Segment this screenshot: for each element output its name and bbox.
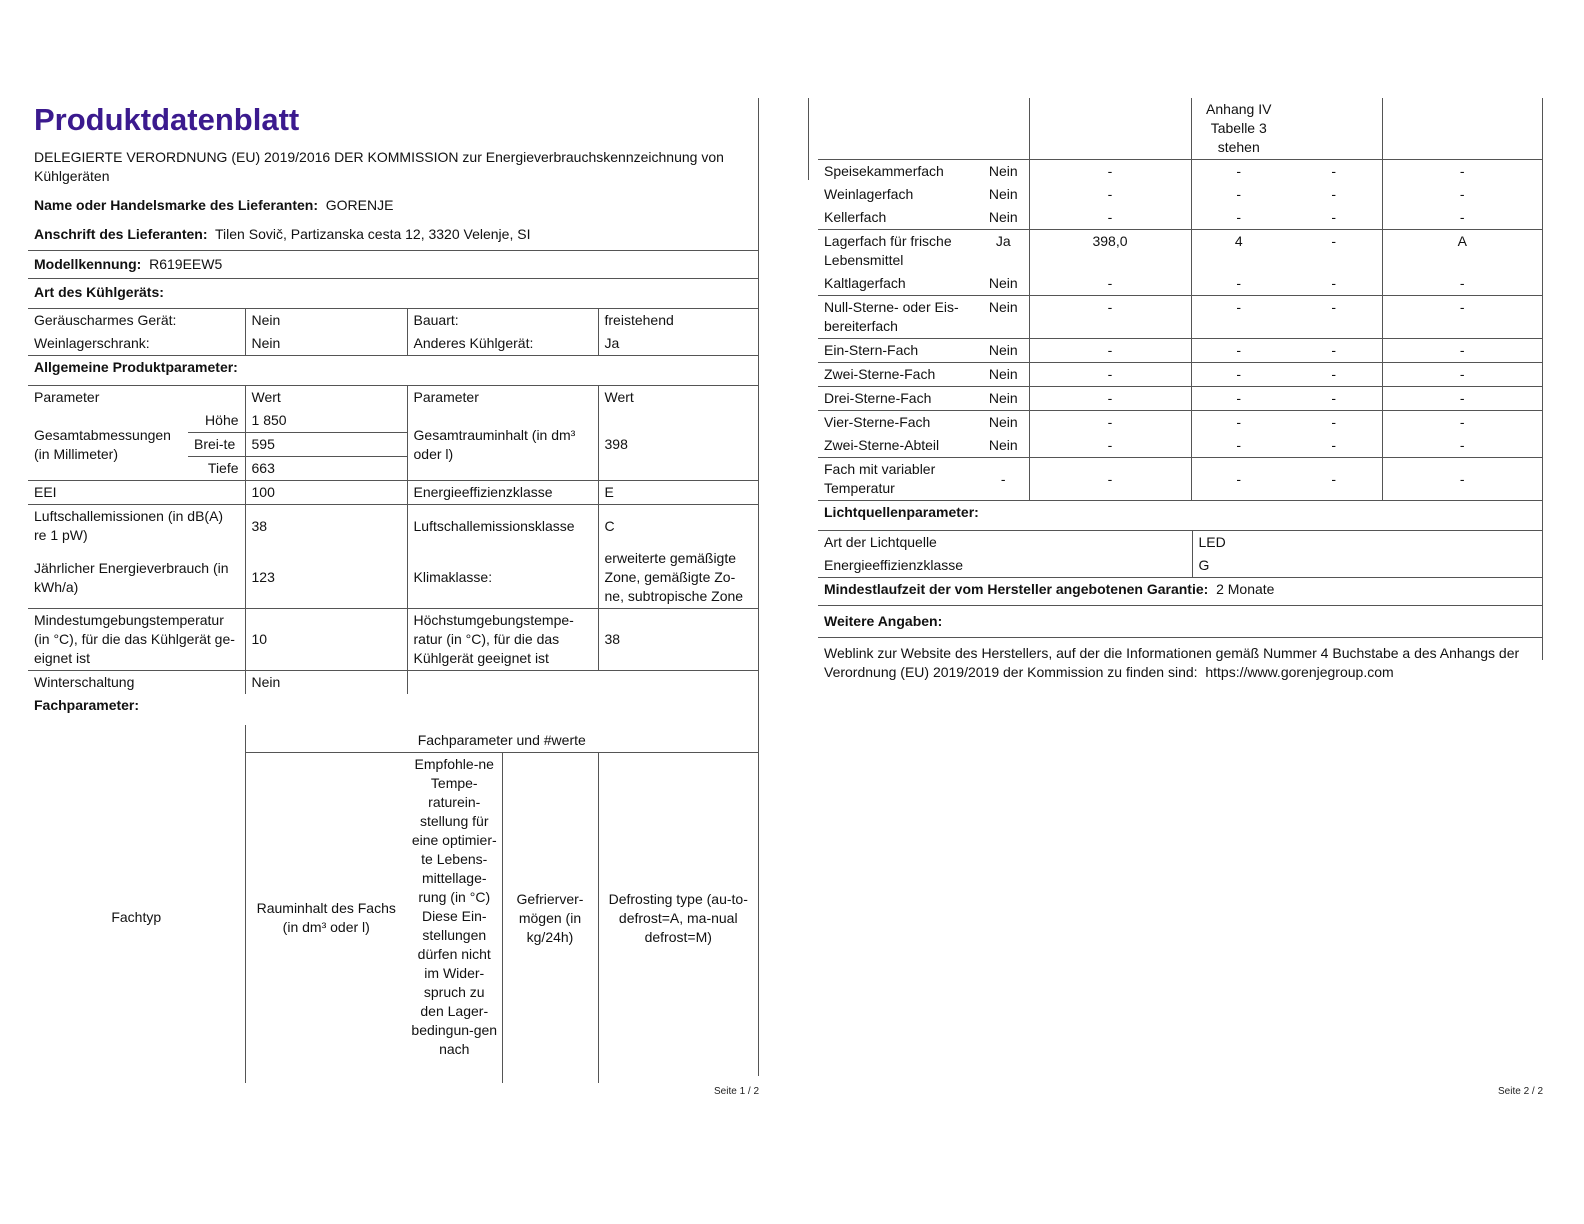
comp-name: Null-Sterne- oder Eis-bereiterfach: [824, 299, 959, 334]
table-row: [818, 230, 1542, 273]
comp-volume: -: [1029, 363, 1191, 387]
param-value: 123: [245, 547, 407, 609]
supplier-value: GORENJE: [325, 197, 394, 213]
light-class-label: Energieeffizienzklasse: [824, 557, 964, 573]
comp-temp: -: [1191, 411, 1286, 435]
type-label: Weinlagerschrank:: [34, 335, 150, 351]
comp-defrost: -: [1382, 363, 1542, 387]
param-header: Parameter: [34, 389, 100, 405]
param-value: erweiterte gemäßigte Zone, gemäßigte Zo-ne, subtropische Zone: [598, 547, 758, 609]
further-heading: Weitere Angaben:: [818, 605, 1542, 637]
general-params-table: [28, 385, 758, 694]
empty-cell: [1286, 98, 1382, 160]
table-row: [818, 339, 1542, 363]
empty-cell: [1029, 98, 1191, 160]
page2-right-border: [1542, 98, 1543, 660]
comp-present: Nein: [988, 437, 1018, 453]
table-row: [818, 554, 1542, 577]
comp-present: Nein: [988, 414, 1018, 430]
comp-freeze: -: [1331, 299, 1337, 315]
comp-defrost: -: [1382, 411, 1542, 435]
table-row: [818, 434, 1542, 458]
comp-volume: -: [1029, 296, 1191, 339]
type-value: freistehend: [598, 309, 758, 333]
comp-freeze: -: [1331, 233, 1337, 249]
comp-present: Nein: [988, 275, 1018, 291]
comp-volume: -: [1029, 272, 1191, 296]
empty-cell: [598, 671, 758, 695]
comp-group-header: Fachparameter und #werte: [245, 725, 758, 753]
comp-present: Nein: [988, 163, 1018, 179]
depth-value: 663: [245, 457, 407, 481]
comp-temp: -: [1191, 272, 1286, 296]
param-label: EEI: [34, 484, 57, 500]
empty-cell: [978, 98, 1029, 160]
comp-freeze: -: [1331, 470, 1337, 487]
comp-temp: -: [1191, 434, 1286, 458]
comp-freeze: -: [1331, 275, 1337, 291]
param-value: C: [598, 505, 758, 548]
comp-temp: 4: [1191, 230, 1286, 273]
table-row: [28, 753, 758, 1084]
table-row: [28, 332, 758, 355]
param-header: Parameter: [407, 386, 598, 410]
light-heading: Lichtquellenparameter:: [818, 500, 1542, 530]
comp-name: Zwei-Sterne-Abteil: [824, 437, 940, 453]
comp-volume: -: [1029, 160, 1191, 184]
comp-defrost: -: [1382, 160, 1542, 184]
address-line: [28, 217, 758, 250]
comp-volume: -: [1029, 458, 1191, 501]
comp-temp: -: [1191, 183, 1286, 206]
comp-freeze: -: [1331, 414, 1337, 430]
param-label: Luftschallemissionen (in dB(A) re 1 pW): [34, 508, 224, 543]
comp-freeze: -: [1331, 342, 1337, 358]
table-row: [28, 481, 758, 505]
comp-present: Nein: [988, 186, 1018, 202]
comp-volume: -: [1029, 206, 1191, 230]
comp-col-volume: Rauminhalt des Fachs (in dm³ oder l): [245, 753, 407, 1084]
comp-volume: -: [1029, 339, 1191, 363]
comp-present: Nein: [988, 390, 1018, 406]
type-heading: Art des Kühlgeräts:: [28, 278, 758, 308]
comp-present: Nein: [988, 209, 1018, 225]
type-value: Nein: [245, 332, 407, 355]
comp-volume: -: [1029, 411, 1191, 435]
comp-freeze: -: [1331, 209, 1337, 225]
page-footer: Seite 1 / 2: [714, 1086, 760, 1097]
compartment-header-table: [28, 725, 758, 1083]
page1-right-border: [758, 98, 759, 1076]
comp-volume: -: [1029, 183, 1191, 206]
page-footer: Seite 2 / 2: [1498, 1086, 1544, 1097]
type-label: Geräuscharmes Gerät:: [34, 312, 177, 328]
comp-freeze: -: [1331, 437, 1337, 453]
param-value: 38: [245, 505, 407, 548]
depth-label: Tiefe: [207, 460, 239, 476]
comp-temp: -: [1191, 296, 1286, 339]
empty-cell: [818, 98, 978, 160]
compartment-rows: [818, 160, 1542, 501]
comp-temp: -: [1191, 206, 1286, 230]
comp-name: Weinlagerfach: [824, 186, 914, 202]
param-label: Klimaklasse:: [407, 547, 598, 609]
volume-label: Gesamtrauminhalt (in dm³ oder l): [407, 409, 598, 481]
page-1: [28, 96, 758, 1083]
table-row: [28, 671, 758, 695]
param-value: E: [598, 481, 758, 505]
type-value: Nein: [245, 309, 407, 333]
address-value: Tilen Sovič, Partizanska cesta 12, 3320 Velenje, SI: [215, 226, 531, 242]
comp-temp: -: [1191, 387, 1286, 411]
comp-freeze: -: [1331, 366, 1337, 382]
type-table: [28, 308, 758, 355]
comp-defrost: -: [1382, 434, 1542, 458]
comp-temp: -: [1191, 458, 1286, 501]
empty-cell: [1382, 98, 1542, 160]
param-label: Höchstumgebungstempe-ratur (in °C), für die das Kühlgerät geeignet ist: [407, 609, 598, 671]
general-heading: Allgemeine Produktparameter:: [28, 355, 758, 385]
table-row: [818, 363, 1542, 387]
dimensions-label: Gesamtabmessungen (in Millimeter): [34, 426, 171, 462]
comp-freeze: -: [1331, 186, 1337, 202]
table-row: [28, 609, 758, 671]
comp-name: Lagerfach für frische Lebensmittel: [824, 233, 952, 268]
comp-defrost: -: [1382, 206, 1542, 230]
weblink-url[interactable]: https://www.gorenjegroup.com: [1205, 664, 1394, 680]
address-label: Anschrift des Lieferanten:: [34, 226, 208, 242]
table-row: [28, 386, 758, 410]
light-class-value: G: [1192, 554, 1542, 577]
warranty-label: Mindestlaufzeit der vom Hersteller angebotenen Garantie:: [824, 581, 1209, 597]
table-row: [818, 531, 1542, 555]
light-type-value: LED: [1192, 531, 1542, 555]
comp-defrost: -: [1382, 339, 1542, 363]
comp-cont-header: Anhang IV Tabelle 3 stehen: [1191, 98, 1286, 160]
table-row: [818, 296, 1542, 339]
comp-col-freeze: Gefrierver-mögen (in kg/24h): [502, 753, 598, 1084]
comp-temp: -: [1191, 160, 1286, 184]
comp-freeze: -: [1331, 163, 1337, 179]
warranty-line: [818, 577, 1542, 605]
height-value: 1 850: [245, 409, 407, 433]
width-label: Brei-te: [188, 433, 245, 457]
comp-defrost: -: [1382, 296, 1542, 339]
table-row: [28, 505, 758, 548]
comp-name: Vier-Sterne-Fach: [824, 414, 931, 430]
param-value: 10: [245, 609, 407, 671]
comp-present: Nein: [988, 299, 1018, 315]
height-label: Höhe: [205, 412, 239, 428]
comp-name: Kaltlagerfach: [824, 275, 906, 291]
table-row: [818, 98, 1542, 160]
comp-col-temp: Empfohle-ne Tempe-raturein-stellung für eine optimier-te Lebens-mittellage-rung (in °C) Diese Ein-stellungen dürfen nicht im Wider-spruch zu den Lager-bedingun-gen nach: [411, 756, 498, 1057]
table-row: [818, 387, 1542, 411]
table-row: [818, 183, 1542, 206]
volume-value: 398: [598, 409, 758, 481]
table-row: [28, 725, 758, 753]
regulation-text: DELEGIERTE VERORDNUNG (EU) 2019/2016 DER KOMMISSION zur Energieverbrauchskennzeichnung von Kühlgeräten: [34, 149, 724, 184]
comp-present: -: [1000, 470, 1006, 487]
compartment-heading: Fachparameter:: [34, 697, 140, 713]
table-row: [28, 409, 758, 433]
type-label: Anderes Kühlgerät:: [407, 332, 598, 355]
comp-present: Ja: [995, 233, 1011, 249]
table-row: [28, 309, 758, 333]
warranty-value: 2 Monate: [1216, 581, 1275, 597]
weblink-text: Weblink zur Website des Herstellers, auf der die Informationen gemäß Nummer 4 Buchstabe a des Anhangs der Verordnung (EU) 2019/2019 der Kommission zu finden sind:: [824, 645, 1520, 680]
param-value: 100: [245, 481, 407, 505]
page-title: Produktdatenblatt: [34, 102, 300, 137]
light-type-label: Art der Lichtquelle: [824, 534, 937, 550]
param-value: 38: [598, 609, 758, 671]
comp-name: Kellerfach: [824, 209, 887, 225]
comp-defrost: A: [1382, 230, 1542, 273]
page-2: [818, 98, 1542, 684]
width-value: 595: [245, 433, 407, 457]
table-row: [28, 547, 758, 609]
model-value: R619EEW5: [149, 256, 223, 272]
comp-volume: 398,0: [1029, 230, 1191, 273]
param-label: Mindestumgebungstemperatur (in °C), für die das Kühlgerät ge-eignet ist: [34, 612, 235, 666]
param-label: Luftschallemissionsklasse: [407, 505, 598, 548]
table-row: [818, 411, 1542, 435]
value-header: Wert: [598, 386, 758, 410]
supplier-label: Name oder Handelsmarke des Lieferanten:: [34, 197, 318, 213]
winter-value: Nein: [245, 671, 407, 695]
param-label: Energieeffizienzklasse: [407, 481, 598, 505]
comp-name: Speisekammerfach: [824, 163, 944, 179]
comp-volume: -: [1029, 434, 1191, 458]
comp-present: Nein: [988, 366, 1018, 382]
comp-present: Nein: [988, 342, 1018, 358]
comp-defrost: -: [1382, 272, 1542, 296]
comp-defrost: -: [1382, 183, 1542, 206]
table-row: [818, 458, 1542, 501]
comp-col-type: Fachtyp: [111, 909, 162, 926]
comp-defrost: -: [1382, 458, 1542, 501]
model-line: [28, 250, 758, 278]
empty-cell: [28, 725, 245, 753]
supplier-line: [28, 188, 758, 217]
light-table: [818, 530, 1542, 577]
type-label: Bauart:: [407, 309, 598, 333]
comp-name: Fach mit variabler Temperatur: [824, 461, 936, 496]
comp-freeze: -: [1331, 390, 1337, 406]
type-value: Ja: [598, 332, 758, 355]
comp-name: Drei-Sterne-Fach: [824, 390, 932, 406]
model-label: Modellkennung:: [34, 256, 142, 272]
param-label: Jährlicher Energieverbrauch (in kWh/a): [34, 559, 229, 595]
comp-name: Ein-Stern-Fach: [824, 342, 919, 358]
comp-defrost: -: [1382, 387, 1542, 411]
comp-temp: -: [1191, 363, 1286, 387]
comp-volume: -: [1029, 387, 1191, 411]
winter-label: Winterschaltung: [34, 674, 135, 690]
comp-name: Zwei-Sterne-Fach: [824, 366, 936, 382]
comp-col-defrost: Defrosting type (au-to-defrost=A, ma-nual defrost=M): [598, 753, 758, 1084]
value-header: Wert: [245, 386, 407, 410]
table-row: [818, 206, 1542, 230]
table-row: [818, 272, 1542, 296]
weblink-line: [818, 637, 1542, 684]
page2-left-border: [808, 98, 809, 180]
table-row: [818, 160, 1542, 184]
compartment-table: [818, 98, 1542, 500]
comp-temp: -: [1191, 339, 1286, 363]
empty-cell: [407, 671, 598, 695]
